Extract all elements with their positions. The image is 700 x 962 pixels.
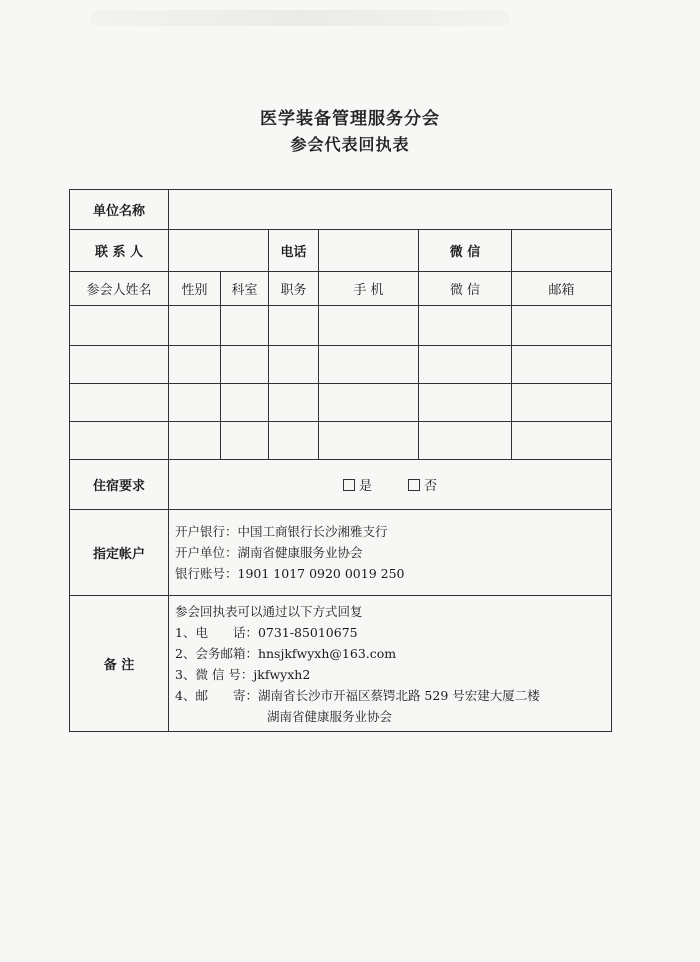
attendee-gender-cell[interactable]	[169, 346, 221, 384]
attendee-department-cell[interactable]	[221, 306, 269, 346]
col-mobile-header: 手 机	[319, 272, 419, 306]
bank-unit-line: 开户单位：湖南省健康服务业协会	[175, 545, 363, 560]
remarks-intro: 参会回执表可以通过以下方式回复	[175, 603, 363, 619]
attendee-wechat-cell[interactable]	[419, 422, 512, 460]
attendee-gender-cell[interactable]	[169, 422, 221, 460]
lodging-no-option[interactable]	[408, 475, 437, 494]
attendee-mobile-cell[interactable]	[319, 346, 419, 384]
phone-label: 电话	[269, 230, 319, 272]
attendee-email-cell[interactable]	[512, 384, 612, 422]
col-position-header: 职务	[269, 272, 319, 306]
attendee-position-cell[interactable]	[269, 422, 319, 460]
attendee-position-cell[interactable]	[269, 306, 319, 346]
col-wechat-header: 微 信	[419, 272, 512, 306]
attendee-department-cell[interactable]	[221, 346, 269, 384]
lodging-options	[169, 460, 612, 510]
phone-field[interactable]	[319, 230, 419, 272]
remarks-mail: 4、邮 寄：湖南省长沙市开福区蔡锷北路 529 号宏建大厦二楼	[175, 687, 540, 703]
wechat-field[interactable]	[512, 230, 612, 272]
remarks-email: 2、会务邮箱：hnsjkfwyxh@163.com	[175, 645, 397, 661]
remarks-phone: 1、电 话：0731-85010675	[175, 624, 358, 640]
attendee-header-row	[70, 272, 612, 306]
attendee-gender-cell[interactable]	[169, 306, 221, 346]
attendee-wechat-cell[interactable]	[419, 306, 512, 346]
lodging-row	[70, 460, 612, 510]
attendee-position-cell[interactable]	[269, 384, 319, 422]
col-department-header: 科室	[221, 272, 269, 306]
receipt-form-table	[69, 189, 612, 732]
document-title: 医学装备管理服务分会	[260, 109, 440, 129]
lodging-label: 住宿要求	[70, 460, 169, 510]
remarks-mail-recipient: 湖南省健康服务业协会	[267, 708, 393, 724]
remarks-wechat: 3、微 信 号：jkfwyxh2	[175, 666, 311, 682]
attendee-email-cell[interactable]	[512, 306, 612, 346]
attendee-name-cell[interactable]	[70, 422, 169, 460]
contact-label: 联 系 人	[70, 230, 169, 272]
lodging-yes-label: 是	[358, 479, 372, 494]
attendee-row	[70, 346, 612, 384]
col-name-header: 参会人姓名	[70, 272, 169, 306]
bank-name-line: 开户银行：中国工商银行长沙湘雅支行	[175, 524, 388, 539]
attendee-row	[70, 384, 612, 422]
attendee-row	[70, 306, 612, 346]
col-gender-header: 性别	[169, 272, 221, 306]
attendee-email-cell[interactable]	[512, 346, 612, 384]
lodging-no-label: 否	[424, 479, 438, 494]
account-label: 指定帐户	[70, 510, 169, 596]
document-subtitle: 参会代表回执表	[290, 135, 410, 154]
bank-number-line: 银行账号：1901 1017 0920 0019 250	[175, 566, 405, 581]
wechat-label: 微 信	[419, 230, 512, 272]
checkbox-icon[interactable]	[343, 479, 355, 491]
attendee-name-cell[interactable]	[70, 384, 169, 422]
attendee-name-cell[interactable]	[70, 346, 169, 384]
attendee-wechat-cell[interactable]	[419, 346, 512, 384]
checkbox-icon[interactable]	[408, 479, 420, 491]
col-email-header: 邮箱	[512, 272, 612, 306]
account-row	[70, 510, 612, 596]
unit-name-label: 单位名称	[70, 190, 169, 230]
attendee-mobile-cell[interactable]	[319, 384, 419, 422]
remarks-row	[70, 596, 612, 732]
attendee-name-cell[interactable]	[70, 306, 169, 346]
attendee-gender-cell[interactable]	[169, 384, 221, 422]
lodging-yes-option[interactable]	[343, 475, 372, 494]
attendee-email-cell[interactable]	[512, 422, 612, 460]
attendee-mobile-cell[interactable]	[319, 422, 419, 460]
attendee-row	[70, 422, 612, 460]
contact-field[interactable]	[169, 230, 269, 272]
attendee-wechat-cell[interactable]	[419, 384, 512, 422]
attendee-department-cell[interactable]	[221, 422, 269, 460]
attendee-position-cell[interactable]	[269, 346, 319, 384]
remarks-details	[169, 596, 612, 732]
attendee-department-cell[interactable]	[221, 384, 269, 422]
attendee-mobile-cell[interactable]	[319, 306, 419, 346]
account-details	[169, 510, 612, 596]
unit-name-row	[70, 190, 612, 230]
remarks-label: 备 注	[70, 596, 169, 732]
unit-name-field[interactable]	[169, 190, 612, 230]
contact-row	[70, 230, 612, 272]
scan-artifact	[90, 10, 510, 26]
